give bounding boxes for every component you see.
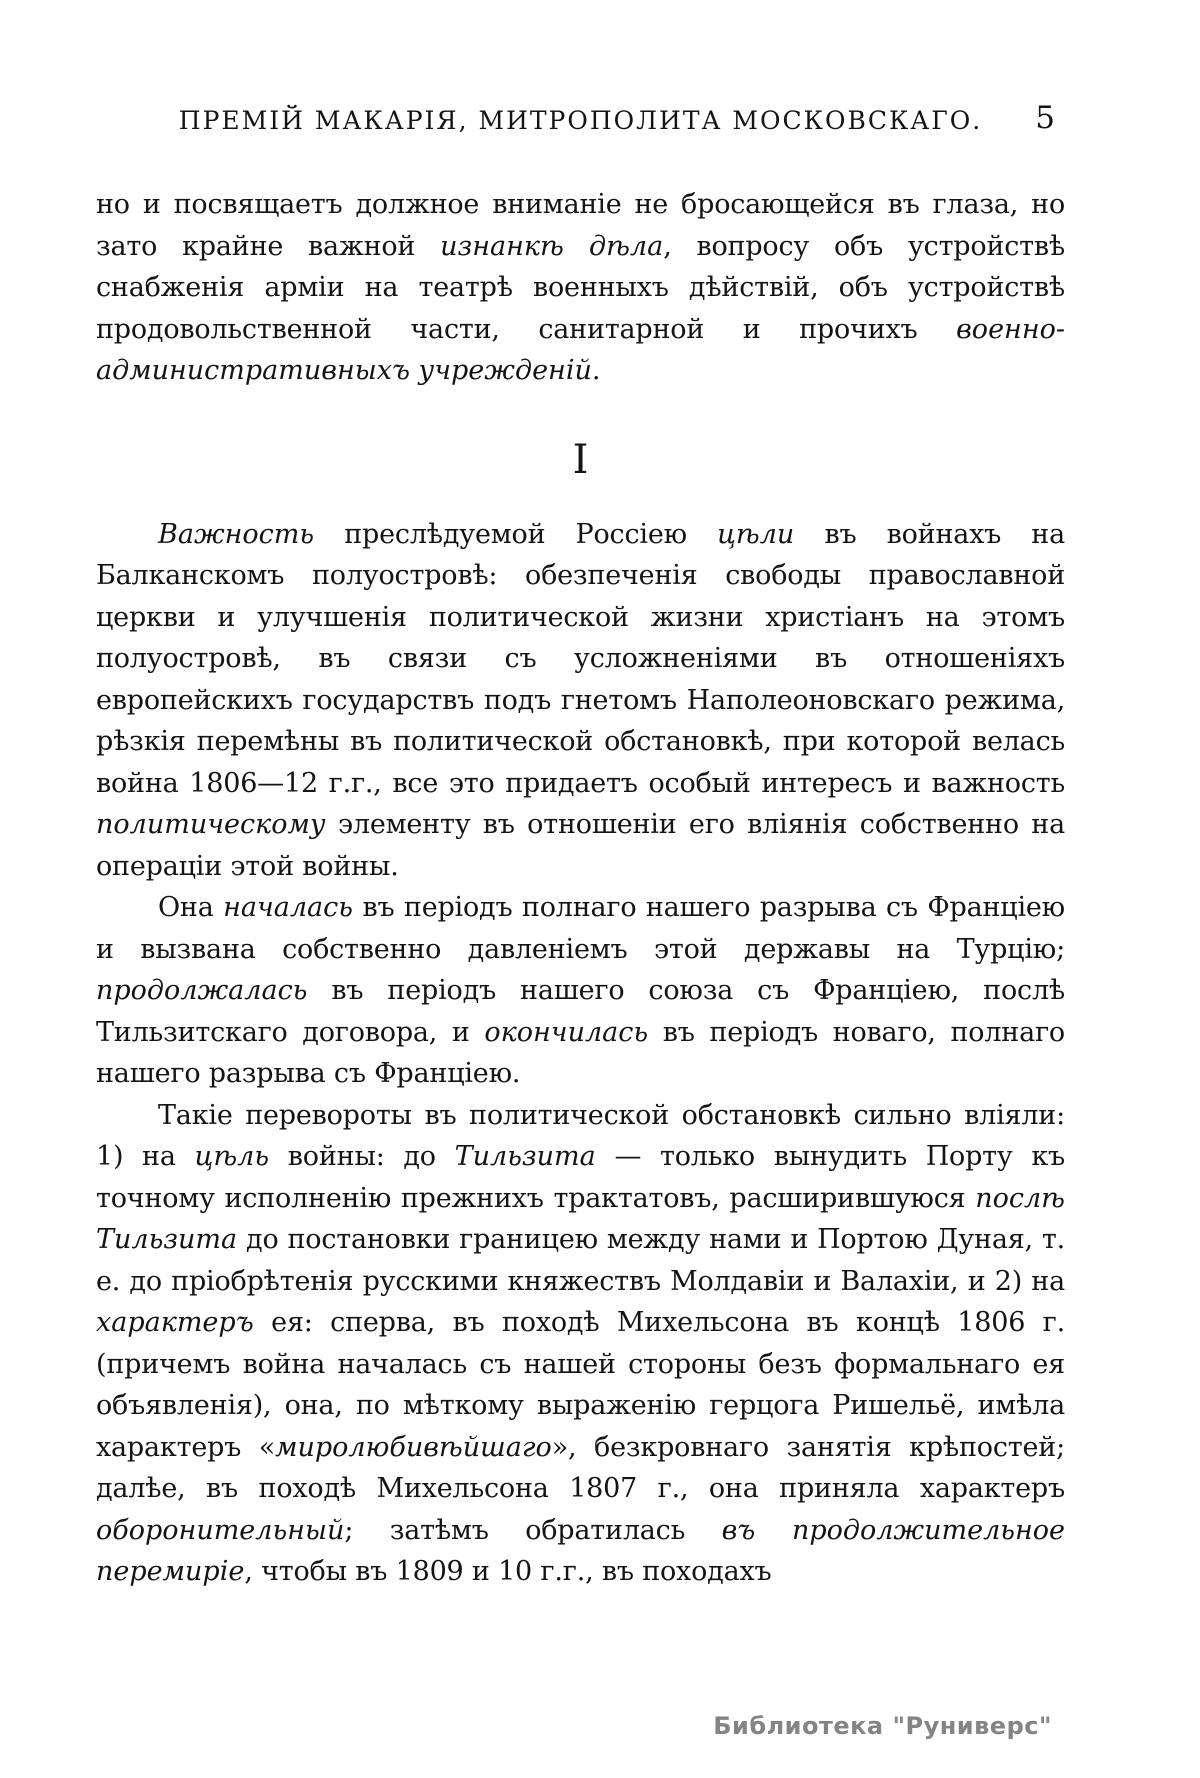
library-watermark: Библиотека "Руниверс" [713, 1712, 1052, 1740]
page-header [96, 100, 1065, 146]
section-heading: I [572, 436, 589, 483]
page-body [96, 184, 1065, 1593]
running-title: ПРЕМІЙ МАКАРІЯ, МИТРОПОЛИТА МОСКОВСКАГО. [178, 106, 983, 135]
page-number: 5 [1035, 100, 1055, 136]
paragraph: Важность преслѣдуемой Россіею цѣли въ войнахъ на Балканскомъ полуостровѣ: обезпеченія свободы православной церкви и улучшенія политической жизни христіанъ на этомъ полуостровѣ, въ связи съ усложненіями въ отношеніяхъ европейскихъ государствъ подъ гнетомъ Наполеоновскаго режима, рѣзкія перемѣны въ политической обстановкѣ, при которой велась война 1806—12 г.г., все это придаетъ особый интересъ и важность политическому элементу въ отношеніи его вліянія собственно на операціи этой войны. [96, 518, 1065, 882]
paragraph: Такіе перевороты въ политической обстановкѣ сильно вліяли: 1) на цѣль войны: до Тильзита — только вынудить Порту къ точному исполненію прежнихъ трактатовъ, расширившуюся послѣ Тильзита до постановки границею между нами и Портою Дуная, т. е. до пріобрѣтенія русскими княжествъ Молдавіи и Валахіи, и 2) на характеръ ея: сперва, въ походѣ Михельсона въ концѣ 1806 г. (причемъ война началась съ нашей стороны безъ формальнаго ея объявленія), она, по мѣткому выраженію герцога Ришельё, имѣла характеръ «миролюбивѣйшаго», безкровнаго занятія крѣпостей; далѣе, въ походѣ Михельсона 1807 г., она приняла характеръ оборонительный; затѣмъ обратилась въ продолжительное перемиріе, чтобы въ 1809 и 10 г.г., въ походахъ [96, 1099, 1065, 1587]
paragraph: Она началась въ періодъ полнаго нашего разрыва съ Франціею и вызвана собственно давленіемъ этой державы на Турцію; продолжалась въ періодъ нашего союза съ Франціею, послѣ Тильзитскаго договора, и окончилась въ періодъ новаго, полнаго нашего разрыва съ Франціею. [96, 892, 1065, 1089]
paragraph-continuation: но и посвящаетъ должное вниманіе не бросающейся въ глаза, но зато крайне важной изнанкѣ дѣла, вопросу объ устройствѣ снабженія арміи на театрѣ военныхъ дѣйствій, объ устройствѣ продовольственной части, санитарной и прочихъ военно-административныхъ учрежденій. [96, 189, 1065, 386]
